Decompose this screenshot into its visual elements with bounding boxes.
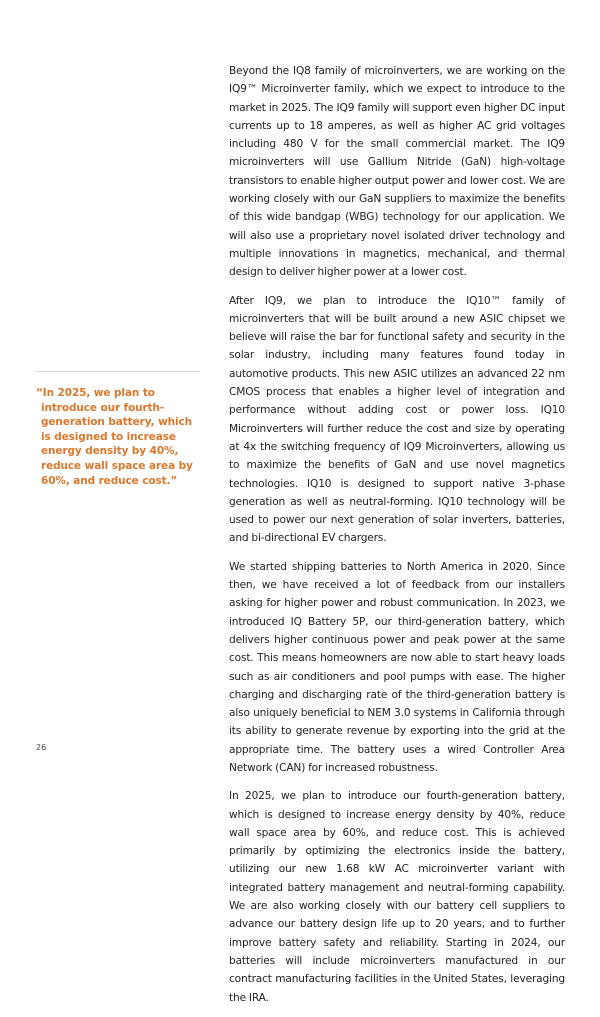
paragraph-battery-history: We started shipping batteries to North America in 2020. Since then, we have received a lot of feedback from our installers asking for higher power and robust communication. In 2023, we introduced IQ Battery 5P, our third-generation battery, which delivers higher continuous power and peak power at the same cost. This means homeowners are now able to start heavy loads such as air conditioners and pool pumps with ease. The higher charging and discharging rate of the third-generation battery is also uniquely beneficial to NEM 3.0 systems in California through its ability to generate revenue by exporting into the grid at the appropriate time. The battery uses a wired Controller Area Network (CAN) for increased robustness. <box>229 560 565 774</box>
body-text-column <box>229 62 565 1017</box>
paragraph-iq9: Beyond the IQ8 family of microinverters, we are working on the IQ9™ Microinverter family, which we expect to introduce to the market in 2025. The IQ9 family will support even higher DC input currents up to 18 amperes, as well as higher AC grid voltages including 480 V for the small commercial market. The IQ9 microinverters will use Gallium Nitride (GaN) high-voltage transistors to enable higher output power and lower cost. We are working closely with our GaN suppliers to maximize the benefits of this wide bandgap (WBG) technology for our application. We will also use a proprietary novel isolated driver technology and multiple innovations in magnetics, mechanical, and thermal design to deliver higher power at a lower cost. <box>229 65 565 279</box>
paragraph-iq10: After IQ9, we plan to introduce the IQ10™ family of microinverters that will be built around a new ASIC chipset we believe will raise the bar for functional safety and security in the solar industry, including many features found today in automotive products. This new ASIC utilizes an advanced 22 nm CMOS process that enables a higher level of integration and performance without adding cost or power loss. IQ10 Microinverters will further reduce the cost and size by operating at 4x the switching frequency of IQ9 Microinverters, allowing us to maximize the benefits of GaN and use novel magnetics technologies. IQ10 is designed to support native 3-phase generation as well as neutral-forming. IQ10 technology will be used to power our next generation of solar inverters, batteries, and bi-directional EV chargers. <box>229 294 565 545</box>
sidebar-divider <box>36 371 200 372</box>
page-number: 26 <box>36 743 47 752</box>
paragraph-fourth-gen-battery: In 2025, we plan to introduce our fourth-generation battery, which is designed to increase energy density by 40%, reduce wall space area by 60%, and reduce cost. This is achieved primarily by optimizing the electronics inside the battery, utilizing our new 1.68 kW AC microinverter variant with integrated battery management and neutral-forming capability. We are also working closely with our battery cell suppliers to advance our battery design life up to 20 years, and to further improve battery safety and reliability. Starting in 2024, our batteries will include microinverters manufactured in our contract manufacturing facilities in the United States, leveraging the IRA. <box>229 790 565 1004</box>
sidebar <box>36 371 202 488</box>
pull-quote: “In 2025, we plan to introduce our fourth-generation battery, which is designed to increase energy density by 40%, reduce wall space area by 60%, and reduce cost.” <box>36 387 193 487</box>
